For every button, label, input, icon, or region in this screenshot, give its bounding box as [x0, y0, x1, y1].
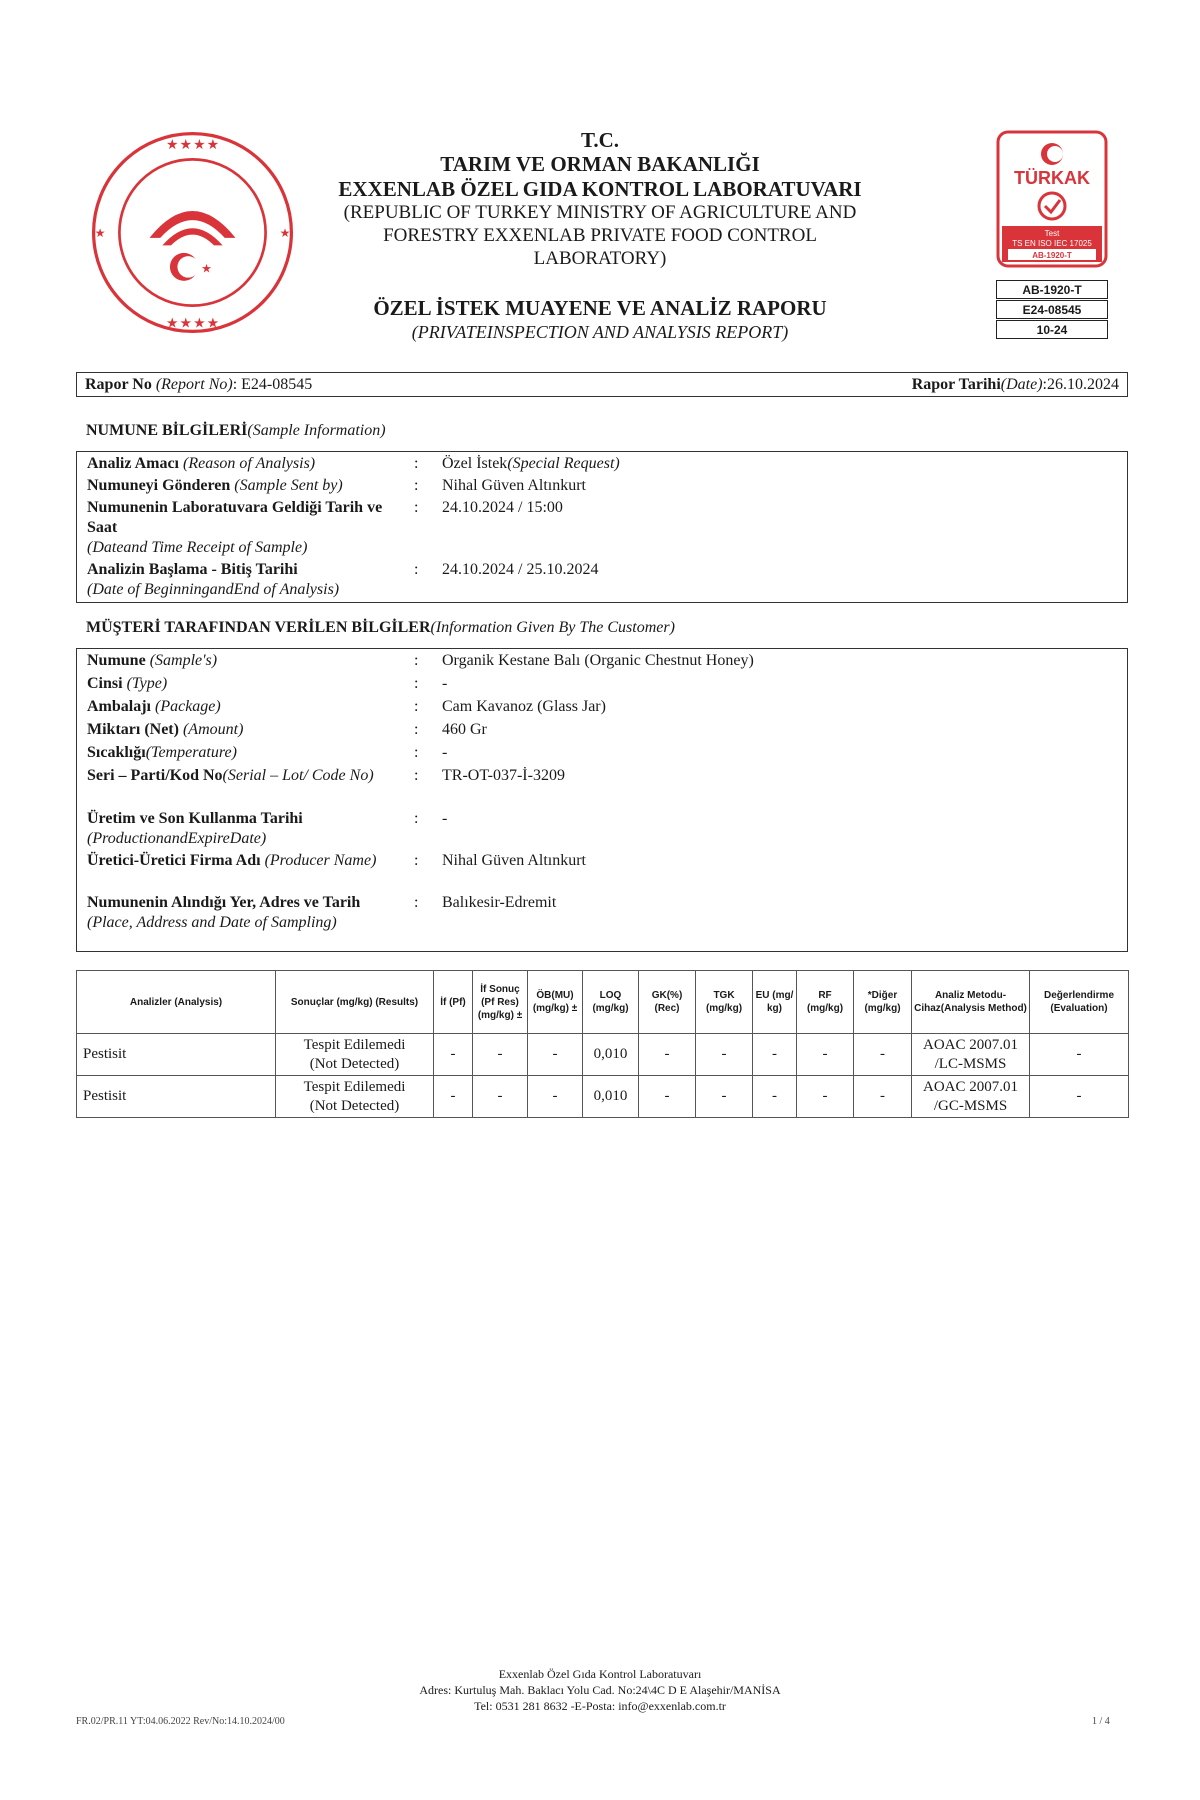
svg-text:TS EN ISO IEC 17025: TS EN ISO IEC 17025: [1012, 239, 1092, 248]
report-number-box: E24-08545: [996, 300, 1108, 319]
results-table: [76, 970, 1129, 1118]
report-title-en: (PRIVATEINSPECTION AND ANALYSIS REPORT): [411, 322, 789, 342]
table-row: Pestisit Tespit Edilemedi (Not Detected) - - - 0,010 - - - - - AOAC 2007.01 /GC-MSMS -: [77, 1076, 1129, 1118]
col-tgk: TGK (mg/kg): [696, 971, 753, 1034]
svg-text:Test: Test: [1044, 229, 1060, 238]
col-method: Analiz Metodu-Cihaz(Analysis Method): [912, 971, 1030, 1034]
col-rf: RF (mg/kg): [797, 971, 854, 1034]
form-code: FR.02/PR.11 YT:04.06.2022 Rev/No:14.10.2024/00: [76, 1716, 285, 1727]
header-en-line2: FORESTRY EXXENLAB PRIVATE FOOD CONTROL: [383, 225, 817, 246]
header-ministry: TARIM VE ORMAN BAKANLIĞI: [440, 152, 760, 176]
accreditation-number-box: AB-1920-T: [996, 280, 1108, 299]
sample-info-box: Analiz Amacı (Reason of Analysis) : Özel İstek(Special Request) Numuneyi Gönderen (Sample Sent by) : Nihal Güven Altınkurt Numunenin Laboratuvara Geldiği Tarih ve Saat (Dateand Time Receipt of Sample) : 24.10.2024 / 15:00 Analizin Başlama - Bitiş Tarihi (Date of BeginningandEnd of Analysis) : 24.10.2024 / 25.10.2024: [76, 451, 1128, 603]
customer-info-title: MÜŞTERİ TARAFINDAN VERİLEN BİLGİLER(Information Given By The Customer): [86, 619, 675, 636]
svg-text:AB-1920-T: AB-1920-T: [1032, 251, 1072, 260]
col-pf: İf (Pf): [434, 971, 473, 1034]
sample-info-title: NUMUNE BİLGİLERİ(Sample Information): [86, 422, 386, 439]
col-evaluation: Değerlendirme (Evaluation): [1030, 971, 1129, 1034]
col-mu: ÖB(MU) (mg/kg) ±: [528, 971, 583, 1034]
table-row: Pestisit Tespit Edilemedi (Not Detected) - - - 0,010 - - - - - AOAC 2007.01 /LC-MSMS -: [77, 1034, 1129, 1076]
customer-info-box: Numune (Sample's) : Organik Kestane Balı (Organic Chestnut Honey) Cinsi (Type) : - Ambalajı (Package) : Cam Kavanoz (Glass Jar) Miktarı (Net) (Amount) : 460 Gr Sıcaklığı(Temperature) : - Seri – Parti/Kod No(Serial – Lot/ Code No) : TR-OT-037-İ-3209 Üretim ve Son Kullanma Tarihi (ProductionandExpireDate) : - Üretici-Üretici Firma Adı (Producer Name) : Nihal Güven Altınkurt Numunenin Alındığı Yer, Adres ve Tarih (Place, Address and Date of Sampling) : Balıkesir-Edremit: [76, 648, 1128, 952]
report-date: Rapor Tarihi(Date):26.10.2024: [911, 376, 1119, 393]
col-pf-res: İf Sonuç (Pf Res) (mg/kg) ±: [473, 971, 528, 1034]
col-eu: EU (mg/ kg): [753, 971, 797, 1034]
footer-contact: Tel: 0531 281 8632 -E-Posta: info@exxenlab.com.tr: [474, 1699, 726, 1713]
report-title: ÖZEL İSTEK MUAYENE VE ANALİZ RAPORU: [373, 296, 827, 320]
col-results: Sonuçlar (mg/kg) (Results): [276, 971, 434, 1034]
col-analysis: Analizler (Analysis): [77, 971, 276, 1034]
turkak-accreditation-logo: [996, 130, 1108, 270]
header-lab-name: EXXENLAB ÖZEL GIDA KONTROL LABORATUVARI: [338, 177, 862, 201]
svg-text:★: ★: [279, 225, 291, 240]
ministry-seal: [85, 125, 300, 340]
footer-lab-name: Exxenlab Özel Gıda Kontrol Laboratuvarı: [498, 1667, 702, 1681]
header-en-line3: LABORATORY): [533, 248, 667, 269]
header-tc: T.C.: [580, 128, 620, 152]
footer-address: Adres: Kurtuluş Mah. Baklacı Yolu Cad. No:24\4C D E Alaşehir/MANİSA: [419, 1683, 781, 1697]
report-number-bar: [76, 372, 1128, 397]
svg-text:★: ★: [201, 261, 212, 276]
page-number: 1 / 4: [1092, 1716, 1110, 1727]
svg-text:★: ★: [94, 225, 106, 240]
report-number: Rapor No (Report No): E24-08545: [85, 376, 313, 393]
col-rec: GK(%) (Rec): [639, 971, 696, 1034]
col-other: *Diğer (mg/kg): [854, 971, 912, 1034]
svg-text:TÜRKAK: TÜRKAK: [1014, 168, 1090, 188]
col-loq: LOQ (mg/kg): [583, 971, 639, 1034]
svg-text:★ ★ ★ ★: ★ ★ ★ ★: [166, 137, 219, 152]
month-year-box: 10-24: [996, 320, 1108, 339]
svg-text:★ ★ ★ ★: ★ ★ ★ ★: [166, 316, 219, 331]
header-en-line1: (REPUBLIC OF TURKEY MINISTRY OF AGRICULTURE AND: [343, 202, 857, 223]
results-header-row: [77, 971, 1129, 1034]
